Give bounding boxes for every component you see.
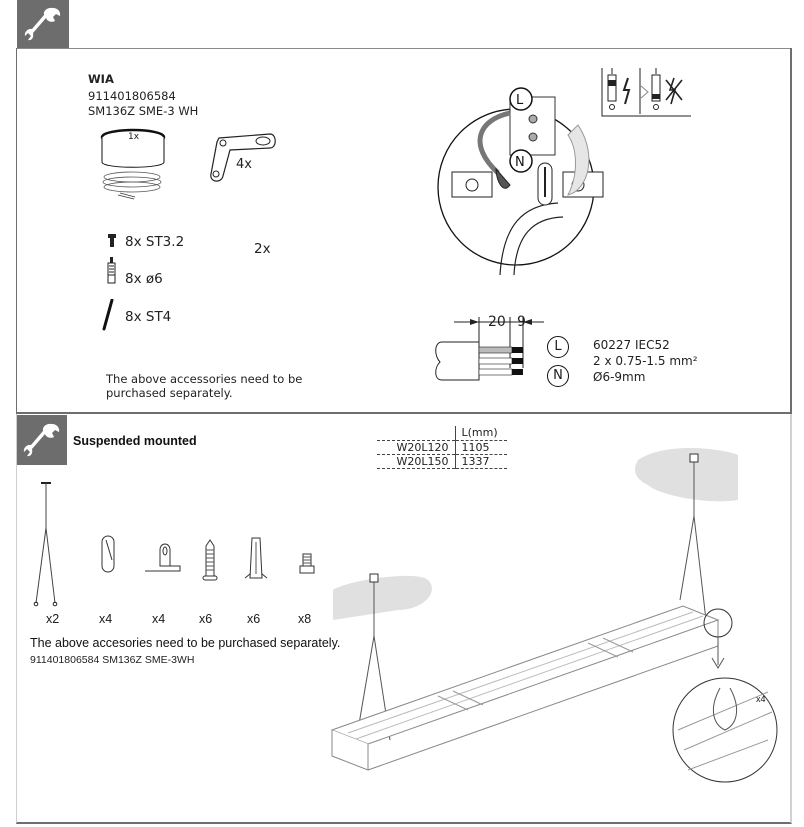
accessory-qty: x4 (152, 612, 166, 626)
fixing-label: 8x ø6 (125, 271, 163, 287)
set-qty: 2x (254, 241, 271, 257)
cable-spec-line: 60227 IEC52 (593, 338, 670, 352)
table-header-cell: L(mm) (461, 426, 498, 440)
live-terminal-badge: L (547, 336, 569, 358)
wall-plug-icon (107, 257, 117, 285)
insulation-warning-icon (600, 66, 692, 118)
bracket-qty: 4x (236, 157, 252, 172)
accessory-qty: x2 (46, 612, 60, 626)
wrench-icon-tile (17, 415, 67, 465)
long-screw-icon (102, 299, 114, 331)
wia-note: The above accessories need to be purchased separately. (106, 372, 303, 400)
suspended-note: The above accesories need to be purchased separately. (30, 636, 341, 650)
accessory-qty: x6 (199, 612, 213, 626)
detail-qty: x4 (756, 694, 766, 704)
length-cell: 1105 (455, 440, 507, 454)
svg-text:L: L (516, 93, 524, 108)
strip-length-outer: 20 (488, 314, 506, 330)
screw-small-icon (107, 234, 117, 248)
neutral-terminal-badge: N (547, 365, 569, 387)
svg-text:N: N (515, 155, 525, 170)
wrench-icon (22, 420, 62, 460)
suspended-luminaire-illustration (328, 440, 798, 820)
ceiling-cup-illustration (100, 127, 175, 209)
wrench-icon-tile (17, 0, 69, 48)
strip-length-inner: 9 (517, 314, 526, 330)
suspended-code-line: 911401806584 SM136Z SME-3WH (30, 654, 195, 666)
model-cell: W20L150 (377, 454, 455, 468)
svg-text:1x: 1x (128, 132, 140, 142)
accessory-qty: x8 (298, 612, 312, 626)
length-cell: 1337 (455, 454, 507, 468)
section-title: Suspended mounted (73, 434, 197, 448)
accessory-qty: x6 (247, 612, 261, 626)
wia-code: 911401806584 (88, 89, 176, 103)
cable-spec-line: 2 x 0.75-1.5 mm² (593, 354, 698, 368)
wiring-terminal-diagram (428, 85, 608, 285)
cable-spec-line: Ø6-9mm (593, 370, 646, 384)
wia-model: SM136Z SME-3 WH (88, 104, 199, 118)
fixing-label: 8x ST4 (125, 309, 172, 325)
table-header-row (377, 426, 507, 440)
table-header-cell (377, 426, 455, 440)
fixing-label: 8x ST3.2 (125, 234, 185, 250)
wia-title: WIA (88, 72, 114, 86)
wrench-icon (23, 4, 63, 44)
accessories-illustration (30, 478, 330, 608)
accessory-qty: x4 (99, 612, 113, 626)
model-cell: W20L120 (377, 440, 455, 454)
